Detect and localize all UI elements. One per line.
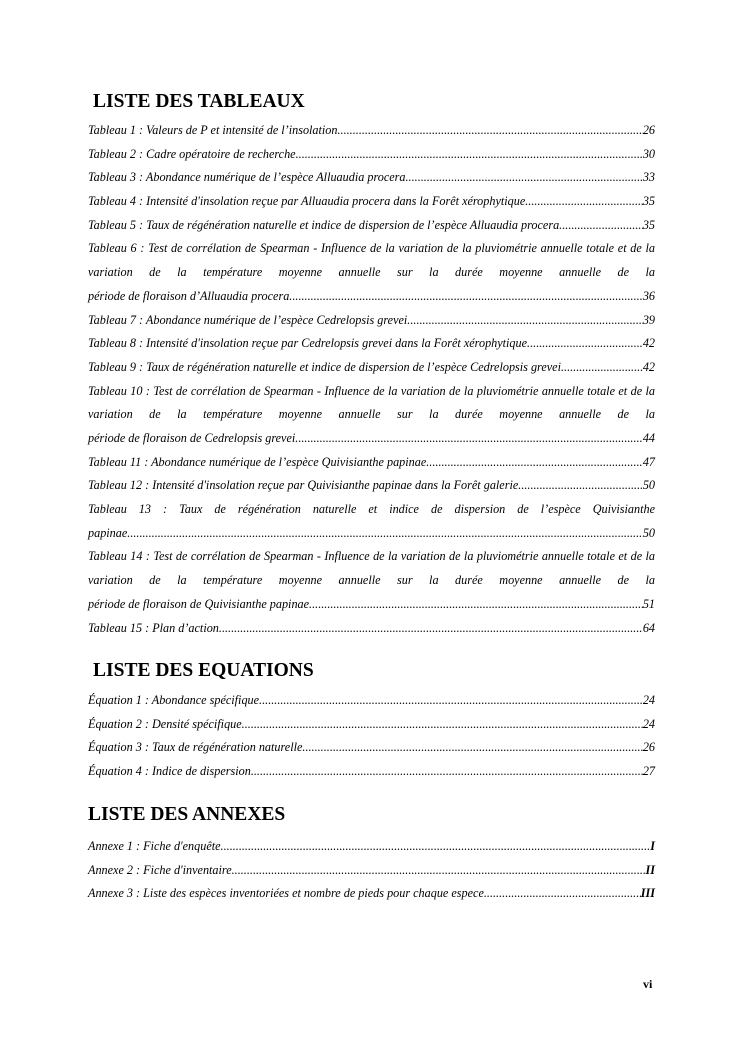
list-item[interactable] [88, 617, 655, 641]
entry-page: 42 [642, 336, 655, 351]
entry-page: 26 [642, 123, 655, 137]
leader-dots [518, 474, 643, 498]
leader-dots [559, 214, 643, 238]
leader-dots [309, 593, 643, 617]
list-item[interactable] [88, 332, 655, 356]
entry-text: Annexe 2 : Fiche d'inventaire [88, 862, 232, 877]
tables-list-title: LISTE DES TABLEAUX [93, 91, 305, 112]
entry-text: Tableau 14 : Test de corrélation de Spearman - Influence de la variation de la pluviométrie annuelle totale et de la variation de la température moyenne annuelle sur la durée moyenne annuelle de la [88, 549, 655, 588]
list-item[interactable] [88, 713, 655, 737]
entry-text: Tableau 1 : Valeurs de P et intensité de l’insolation [88, 123, 338, 137]
leader-dots [561, 356, 643, 380]
list-item[interactable] [88, 451, 655, 475]
list-item[interactable] [88, 736, 655, 760]
entry-page: II [645, 862, 655, 877]
entry-page: III [640, 886, 655, 901]
entry-text-end: papinae [88, 525, 128, 540]
list-item[interactable] [88, 143, 655, 167]
leader-dots [221, 835, 651, 859]
leader-dots [302, 736, 642, 760]
entry-text: Tableau 3 : Abondance numérique de l’espèce Alluaudia procera [88, 170, 406, 185]
list-item[interactable] [88, 474, 655, 498]
list-item[interactable] [88, 859, 655, 883]
entry-page: 36 [642, 288, 655, 303]
leader-dots [296, 143, 643, 167]
entry-text: Tableau 12 : Intensité d'insolation reçue par Quivisianthe papinae dans la Forêt galerie [88, 478, 519, 493]
entry-text: Annexe 1 : Fiche d'enquête [88, 839, 221, 853]
entry-page: 50 [642, 525, 655, 540]
entry-text-end: période de floraison de Quivisianthe papinae [88, 596, 310, 611]
entry-page: 24 [642, 716, 655, 731]
list-item[interactable] [88, 166, 655, 190]
leader-dots [259, 689, 643, 713]
list-item[interactable] [88, 190, 655, 214]
entry-text: Tableau 2 : Cadre opératoire de recherche [88, 146, 296, 161]
list-item[interactable] [88, 689, 655, 713]
leader-dots [407, 309, 643, 333]
equations-list [88, 689, 655, 784]
annexes-list [88, 835, 655, 906]
annexes-list-title: LISTE DES ANNEXES [88, 804, 286, 825]
entry-page: 42 [642, 359, 655, 374]
entry-page: 27 [642, 764, 655, 779]
leader-dots [242, 713, 643, 737]
entry-page: 47 [642, 454, 655, 469]
leader-dots [406, 166, 643, 190]
list-item[interactable] [88, 214, 655, 238]
entry-page: I [650, 839, 655, 853]
entry-text: Tableau 6 : Test de corrélation de Spearman - Influence de la variation de la pluviométrie annuelle totale et de la variation de la température moyenne annuelle sur la durée moyenne annuelle de la [88, 241, 655, 280]
entry-text: Tableau 9 : Taux de régénération naturelle et indice de dispersion de l’espèce Cedrelopsis grevei [88, 359, 561, 374]
leader-dots [127, 522, 643, 546]
list-item[interactable] [88, 760, 655, 784]
list-item[interactable] [88, 882, 655, 906]
entry-text: Équation 1 : Abondance spécifique [88, 693, 260, 707]
entry-page: 50 [642, 478, 655, 493]
entry-text: Équation 3 : Taux de régénération naturelle [88, 740, 303, 755]
entry-page: 39 [642, 312, 655, 327]
entry-page: 35 [642, 194, 655, 209]
leader-dots [484, 882, 641, 906]
leader-dots [232, 859, 646, 883]
entry-text-end: période de floraison de Cedrelopsis grevei [88, 431, 296, 445]
entry-text: Tableau 15 : Plan d’action [88, 620, 219, 635]
list-item[interactable] [88, 835, 655, 859]
entry-text: Tableau 13 : Taux de régénération naturelle et indice de dispersion de l’espèce Quivisianthe [88, 502, 655, 517]
leader-dots [251, 760, 643, 784]
entry-text: Tableau 10 : Test de corrélation de Spearman - Influence de la variation de la pluviométrie annuelle totale et de la variation de la température moyenne annuelle sur la durée moyenne annuelle de la [88, 383, 655, 422]
list-item[interactable] [88, 498, 655, 545]
entry-text: Tableau 11 : Abondance numérique de l’espèce Quivisianthe papinae [88, 454, 427, 469]
entry-text: Tableau 7 : Abondance numérique de l’espèce Cedrelopsis grevei [88, 312, 408, 327]
leader-dots [219, 617, 643, 641]
leader-dots [527, 332, 643, 356]
list-item[interactable] [88, 309, 655, 333]
leader-dots [337, 119, 642, 143]
leader-dots [426, 451, 643, 475]
entry-text-end: période de floraison d’Alluaudia procera [88, 288, 290, 303]
list-item[interactable] [88, 545, 655, 616]
tables-list [88, 119, 655, 640]
entry-page: 24 [642, 693, 655, 707]
equations-list-title: LISTE DES EQUATIONS [93, 660, 314, 681]
list-item[interactable] [88, 380, 655, 451]
list-item[interactable] [88, 356, 655, 380]
page-number: vi [643, 977, 653, 991]
entry-page: 33 [642, 170, 655, 185]
entry-page: 51 [642, 596, 655, 611]
leader-dots [289, 285, 643, 309]
entry-text: Équation 4 : Indice de dispersion [88, 764, 251, 779]
entry-text: Annexe 3 : Liste des espèces inventoriées et nombre de pieds pour chaque espece [88, 886, 484, 901]
list-item[interactable] [88, 237, 655, 308]
leader-dots [295, 427, 643, 451]
entry-text: Tableau 8 : Intensité d'insolation reçue par Cedrelopsis grevei dans la Forêt xérophytique [88, 336, 528, 351]
entry-text: Tableau 5 : Taux de régénération naturelle et indice de dispersion de l’espèce Alluaudia procera [88, 217, 560, 232]
list-item[interactable] [88, 119, 655, 143]
entry-page: 30 [642, 146, 655, 161]
leader-dots [525, 190, 643, 214]
entry-page: 35 [642, 217, 655, 232]
entry-page: 64 [642, 620, 655, 635]
entry-text: Équation 2 : Densité spécifique [88, 716, 242, 731]
entry-text: Tableau 4 : Intensité d'insolation reçue par Alluaudia procera dans la Forêt xérophytique [88, 194, 526, 209]
entry-page: 44 [642, 431, 655, 445]
entry-page: 26 [642, 740, 655, 755]
